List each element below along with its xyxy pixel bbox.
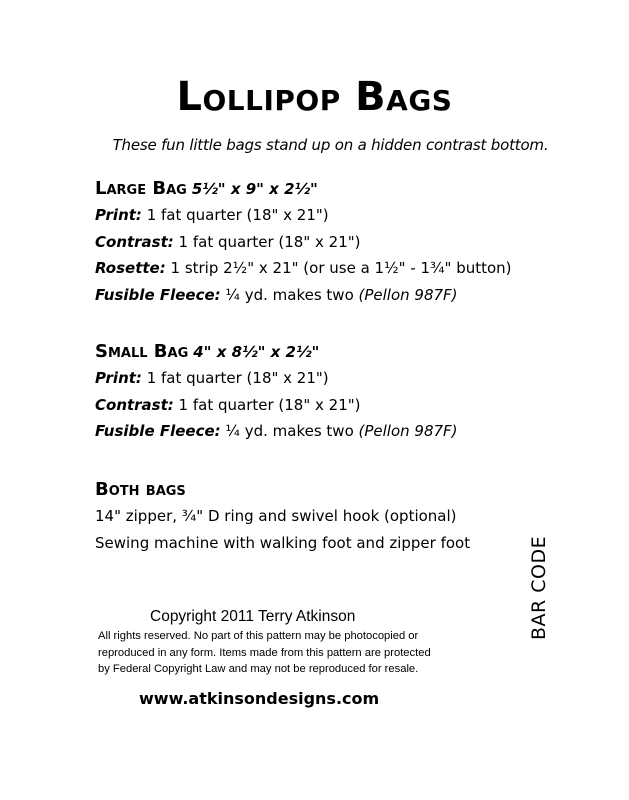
large-bag-rosette-line xyxy=(95,255,512,282)
material-label: Fusible Fleece: xyxy=(95,422,221,440)
small-bag-heading xyxy=(95,339,458,365)
both-bags-line: Sewing machine with walking foot and zipper foot xyxy=(95,533,471,552)
material-label: Fusible Fleece: xyxy=(95,285,221,304)
website-url: www.atkinsondesigns.com xyxy=(139,689,380,708)
large-bag-size: 5½" x 9" x 2½" xyxy=(191,180,318,198)
both-bags-section xyxy=(95,477,470,556)
material-label: Print: xyxy=(95,369,142,387)
material-label: Contrast: xyxy=(95,395,174,414)
copyright: Copyright 2011 Terry Atkinson xyxy=(150,608,356,625)
material-text: 1 strip 2½" x 21" (or use a 1½" - 1¾" button) xyxy=(165,259,512,277)
material-text: 1 fat quarter (18" x 21") xyxy=(141,369,329,387)
large-bag-title: Large Bag xyxy=(95,178,187,199)
rights-line: All rights reserved. No part of this pattern may be photocopied or xyxy=(98,630,419,642)
small-bag-fleece-line xyxy=(95,418,458,445)
small-bag-contrast-line xyxy=(95,392,458,419)
rights-line: by Federal Copyright Law and may not be reproduced for resale. xyxy=(98,663,419,675)
material-text: ¼ yd. makes two xyxy=(220,422,359,440)
large-bag-section xyxy=(95,176,512,308)
small-bag-size: 4" x 8½" x 2½" xyxy=(193,343,320,361)
large-bag-contrast-line xyxy=(95,229,512,256)
rights-notice xyxy=(98,628,431,678)
both-bags-heading: Both bags xyxy=(95,479,186,500)
both-bags-line: 14" zipper, ¾" D ring and swivel hook (optional) xyxy=(95,507,457,525)
small-bag-print-line xyxy=(95,365,458,392)
material-label: Print: xyxy=(95,206,142,224)
material-text: ¼ yd. makes two xyxy=(220,285,359,304)
large-bag-heading xyxy=(95,176,512,202)
barcode-placeholder: BAR CODE xyxy=(528,535,550,640)
material-text: 1 fat quarter (18" x 21") xyxy=(173,232,361,251)
large-bag-fleece-line xyxy=(95,282,512,309)
material-text: 1 fat quarter (18" x 21") xyxy=(141,206,329,224)
small-bag-section xyxy=(95,339,458,445)
page-title: Lollipop Bags xyxy=(176,74,453,120)
subtitle: These fun little bags stand up on a hidden contrast bottom. xyxy=(112,136,549,154)
rights-line: reproduced in any form. Items made from this pattern are protected xyxy=(98,646,431,659)
large-bag-print-line xyxy=(95,202,512,229)
material-label: Rosette: xyxy=(95,259,166,277)
material-note: (Pellon 987F) xyxy=(358,422,458,440)
material-text: 1 fat quarter (18" x 21") xyxy=(173,395,361,414)
material-label: Contrast: xyxy=(95,232,174,251)
small-bag-title: Small Bag xyxy=(95,341,189,362)
material-note: (Pellon 987F) xyxy=(358,285,458,304)
